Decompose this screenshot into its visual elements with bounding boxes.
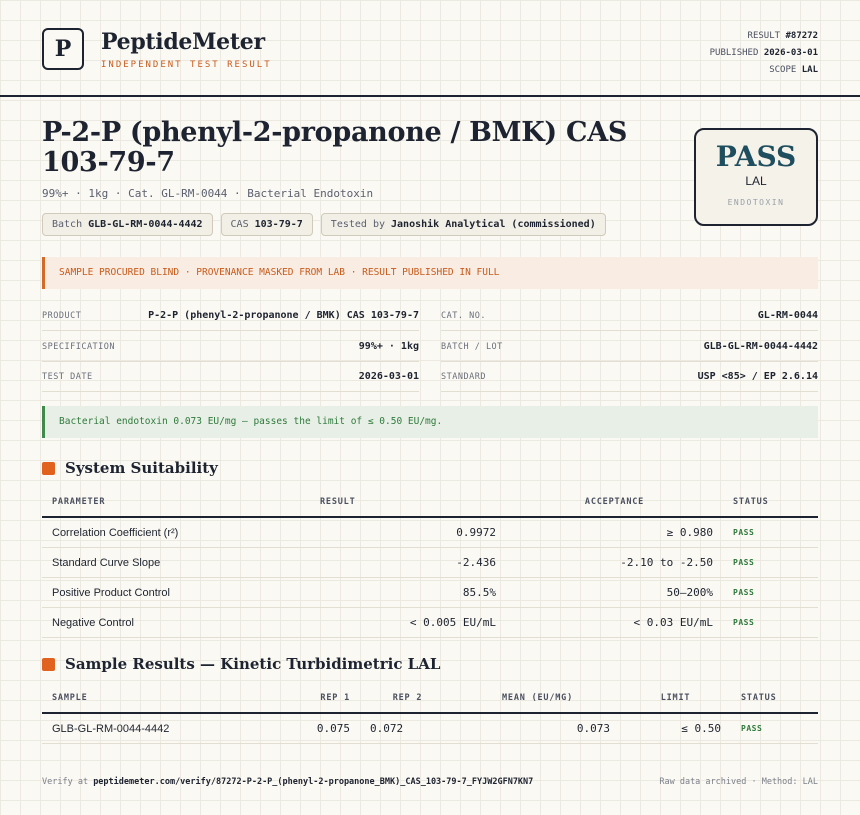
section-title: Sample Results — Kinetic Turbidimetric LAL [65, 655, 441, 673]
stamp-verdict: PASS [715, 140, 797, 173]
detail-value: GLB-GL-RM-0044-4442 [703, 341, 818, 352]
detail-cat-no [441, 301, 818, 331]
result-id: #87272 [785, 31, 818, 41]
col-header: LIMIT [620, 684, 731, 713]
detail-key: STANDARD [441, 371, 486, 382]
verify-prefix: Verify at [42, 777, 89, 787]
detail-key: BATCH / LOT [441, 341, 503, 352]
detail-test-date [42, 362, 419, 392]
detail-standard [441, 362, 818, 392]
acceptance-cell: 50–200% [506, 578, 723, 608]
table-row [42, 608, 818, 638]
status-badge: PASS [723, 517, 818, 548]
detail-key: CAT. NO. [441, 310, 486, 321]
status-badge: PASS [731, 713, 818, 744]
detail-value: USP <85> / EP 2.6.14 [697, 371, 818, 382]
result-cell: 0.9972 [310, 517, 506, 548]
detail-key: SPECIFICATION [42, 341, 116, 352]
col-header: ACCEPTANCE [506, 488, 723, 517]
status-badge: PASS [723, 578, 818, 608]
scope-label: SCOPE [769, 65, 797, 75]
chip-label: Tested by [330, 219, 385, 230]
parameter-cell: Positive Product Control [42, 578, 310, 608]
rep2-cell: 0.072 [360, 713, 455, 744]
acceptance-cell: < 0.03 EU/mL [506, 608, 723, 638]
system-suitability-table [42, 488, 818, 638]
table-row [42, 517, 818, 548]
table-header-row [42, 488, 818, 517]
published-date: 2026-03-01 [763, 48, 818, 58]
detail-key: PRODUCT [42, 310, 82, 321]
archive-note: Raw data archived · Method: LAL [659, 777, 818, 787]
detail-value: 2026-03-01 [358, 371, 419, 382]
product-subtitle: 99%+ · 1kg · Cat. GL-RM-0044 · Bacterial Endotoxin [42, 187, 374, 200]
col-header: MEAN (EU/MG) [455, 684, 620, 713]
section-marker-icon [42, 462, 55, 475]
chip-value: GLB-GL-RM-0044-4442 [88, 219, 203, 230]
system-suitability-heading [42, 459, 218, 477]
col-header: STATUS [731, 684, 818, 713]
col-header: REP 1 [272, 684, 360, 713]
cas-chip [221, 213, 313, 236]
table-row [42, 578, 818, 608]
col-header: RESULT [310, 488, 506, 517]
chip-row [42, 213, 606, 236]
col-header: SAMPLE [42, 684, 272, 713]
verify-line [42, 777, 533, 787]
section-title: System Suitability [65, 459, 218, 477]
result-cell: < 0.005 EU/mL [310, 608, 506, 638]
parameter-cell: Negative Control [42, 608, 310, 638]
mean-cell: 0.073 [455, 713, 620, 744]
sample-results-heading [42, 655, 440, 673]
status-badge: PASS [723, 548, 818, 578]
acceptance-cell: ≥ 0.980 [506, 517, 723, 548]
stamp-assay: ENDOTOXIN [727, 198, 785, 207]
brand-tagline: INDEPENDENT TEST RESULT [101, 60, 272, 70]
acceptance-cell: -2.10 to -2.50 [506, 548, 723, 578]
col-header: REP 2 [360, 684, 455, 713]
chip-value: Janoshik Analytical (commissioned) [391, 219, 596, 230]
report-header [0, 0, 860, 97]
chip-value: 103-79-7 [254, 219, 303, 230]
detail-value: P-2-P (phenyl-2-propanone / BMK) CAS 103-79-7 [148, 310, 419, 321]
table-row [42, 548, 818, 578]
detail-product [42, 301, 419, 331]
chip-label: Batch [52, 219, 83, 230]
logo-mark: P [42, 28, 84, 70]
report-footer [42, 777, 818, 787]
verify-link[interactable]: peptidemeter.com/verify/87272-P-2-P_(phenyl-2-propanone_BMK)_CAS_103-79-7_FYJW2GFN7KN7 [93, 777, 534, 787]
published-label: PUBLISHED [709, 48, 759, 58]
result-cell: -2.436 [310, 548, 506, 578]
status-badge: PASS [723, 608, 818, 638]
parameter-cell: Standard Curve Slope [42, 548, 310, 578]
section-marker-icon [42, 658, 55, 671]
sample-cell: GLB-GL-RM-0044-4442 [42, 713, 272, 744]
detail-key: TEST DATE [42, 371, 93, 382]
scope-value: LAL [801, 65, 818, 75]
procurement-notice: SAMPLE PROCURED BLIND · PROVENANCE MASKED FROM LAB · RESULT PUBLISHED IN FULL [42, 257, 818, 289]
batch-chip [42, 213, 213, 236]
pass-stamp [694, 128, 818, 226]
table-header-row [42, 684, 818, 713]
product-title: P-2-P (phenyl-2-propanone / BMK) CAS 103-79-7 [42, 117, 628, 178]
stamp-method: LAL [745, 174, 767, 188]
chip-label: CAS [230, 219, 249, 230]
detail-value: 99%+ · 1kg [358, 341, 419, 352]
result-summary: Bacterial endotoxin 0.073 EU/mg — passes the limit of ≤ 0.50 EU/mg. [42, 406, 818, 438]
sample-results-table [42, 684, 818, 744]
parameter-cell: Correlation Coefficient (r²) [42, 517, 310, 548]
report-meta [710, 28, 818, 79]
result-cell: 85.5% [310, 578, 506, 608]
col-header: PARAMETER [42, 488, 310, 517]
result-label: RESULT [747, 31, 781, 41]
limit-cell: ≤ 0.50 [620, 713, 731, 744]
brand-name: PeptideMeter [101, 29, 265, 55]
rep1-cell: 0.075 [272, 713, 360, 744]
detail-batch-lot [441, 332, 818, 362]
detail-value: GL-RM-0044 [757, 310, 818, 321]
tested-by-chip [321, 213, 606, 236]
table-row [42, 713, 818, 744]
detail-specification [42, 332, 419, 362]
col-header: STATUS [723, 488, 818, 517]
